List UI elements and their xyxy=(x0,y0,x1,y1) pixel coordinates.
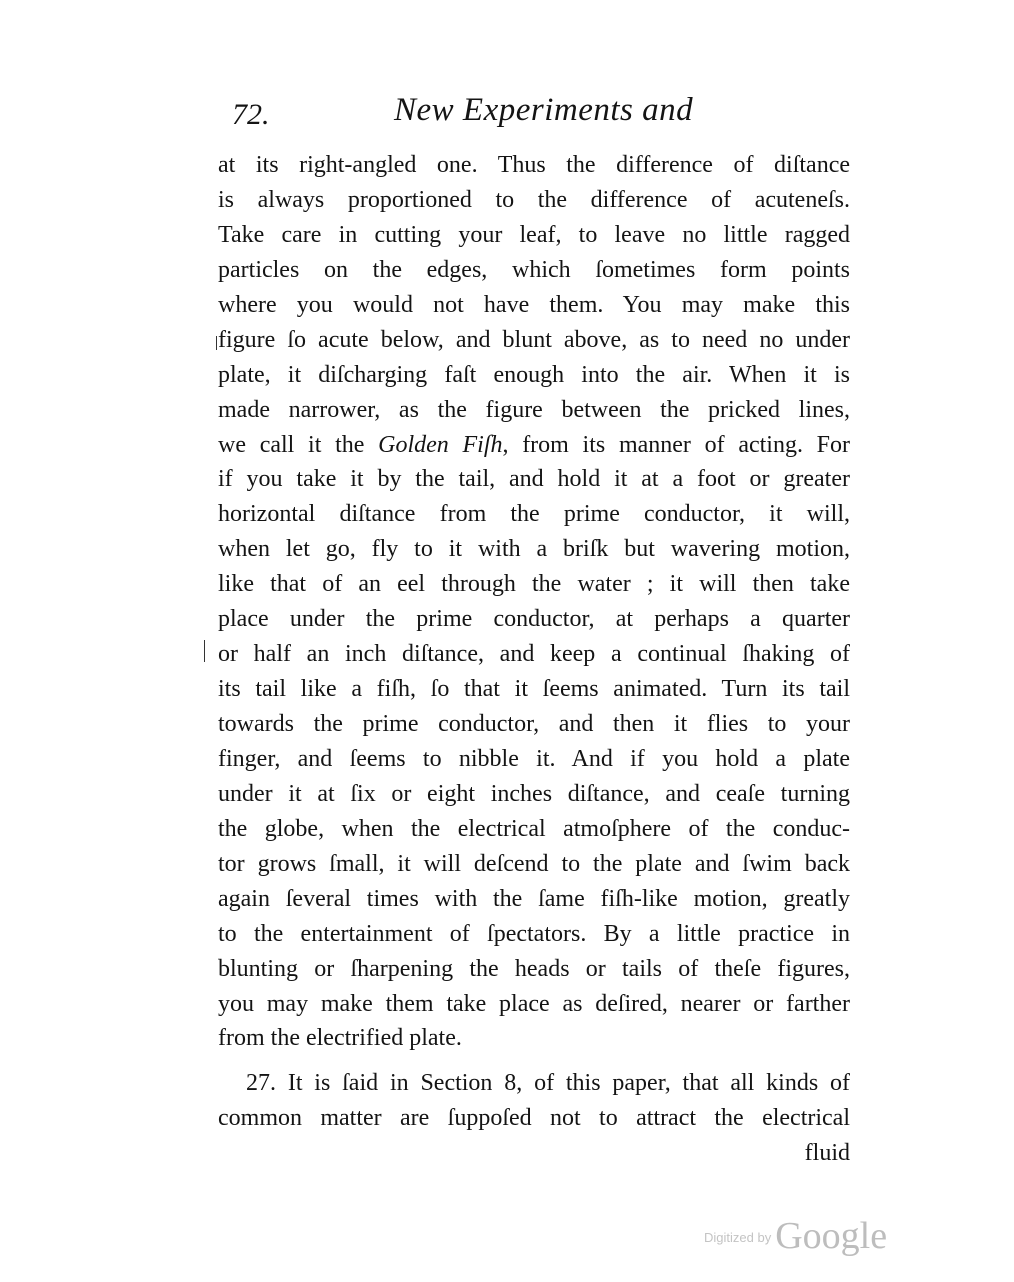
paragraph xyxy=(218,1066,850,1136)
text-line: finger, and ſeems to nibble it. And if you hold a plate xyxy=(218,745,850,772)
text-line: towards the prime conductor, and then it flies to your xyxy=(218,711,850,737)
text-line: tor grows ſmall, it will deſcend to the plate and ſwim back xyxy=(218,850,850,877)
paragraph-gap xyxy=(218,1056,850,1066)
paragraph xyxy=(218,148,850,1056)
text-line: its tail like a fiſh, ſo that it ſeems animated. Turn its tail xyxy=(218,676,850,703)
watermark-prefix: Digitized by xyxy=(704,1230,772,1245)
google-logo: Google xyxy=(775,1215,888,1257)
text-line: again ſeveral times with the ſame fiſh-like motion, greatly xyxy=(218,885,850,912)
text-line: under it at ſix or eight inches diſtance, and ceaſe turning xyxy=(218,780,850,807)
text-line: to the entertainment of ſpectators. By a little practice in xyxy=(218,920,850,947)
page-number: 72. xyxy=(232,98,270,131)
catchword: fluid xyxy=(804,1140,850,1167)
margin-mark xyxy=(204,640,205,662)
running-title: New Experiments and xyxy=(394,92,694,128)
text-line: is always proportioned to the difference of acuteneſs. xyxy=(218,186,850,213)
text-line: we call it the Golden Fiſh, from its manner of acting. For xyxy=(218,431,851,458)
text-line: or half an inch diſtance, and keep a continual ſhaking of xyxy=(218,641,850,668)
text-line: made narrower, as the figure between the pricked lines, xyxy=(218,396,850,423)
text-line: from the electrified plate. xyxy=(218,1025,462,1052)
text-line: figure ſo acute below, and blunt above, as to need no under xyxy=(218,326,850,353)
page-header xyxy=(232,92,772,140)
body-text xyxy=(218,148,850,1171)
digitized-watermark xyxy=(704,1214,887,1258)
italic-term: Golden Fiſh xyxy=(378,431,503,458)
text-line: where you would not have them. You may make this xyxy=(218,291,850,318)
margin-mark xyxy=(216,336,217,350)
text-line: plate, it diſcharging faſt enough into the air. When it is xyxy=(218,361,850,388)
text-line: blunting or ſharpening the heads or tails of theſe figures, xyxy=(218,955,850,982)
text-line: particles on the edges, which ſometimes form points xyxy=(218,256,850,283)
text-line: at its right-angled one. Thus the difference of diſtance xyxy=(218,152,850,178)
text-line: when let go, fly to it with a briſk but wavering motion, xyxy=(218,536,850,563)
text-line: like that of an eel through the water ; it will then take xyxy=(218,571,850,598)
text-line: place under the prime conductor, at perhaps a quarter xyxy=(218,606,850,633)
text-line: you may make them take place as deſired, nearer or farther xyxy=(218,990,850,1017)
text-line: 27. It is ſaid in Section 8, of this paper, that all kinds of xyxy=(246,1070,850,1097)
text-line: common matter are ſuppoſed not to attract the electrical xyxy=(218,1105,850,1132)
text-line: Take care in cutting your leaf, to leave no little ragged xyxy=(218,221,850,248)
text-line: the globe, when the electrical atmoſphere of the conduc- xyxy=(218,815,850,842)
text-line: if you take it by the tail, and hold it at a foot or greater xyxy=(218,466,850,493)
text-line: horizontal diſtance from the prime conductor, it will, xyxy=(218,501,850,528)
